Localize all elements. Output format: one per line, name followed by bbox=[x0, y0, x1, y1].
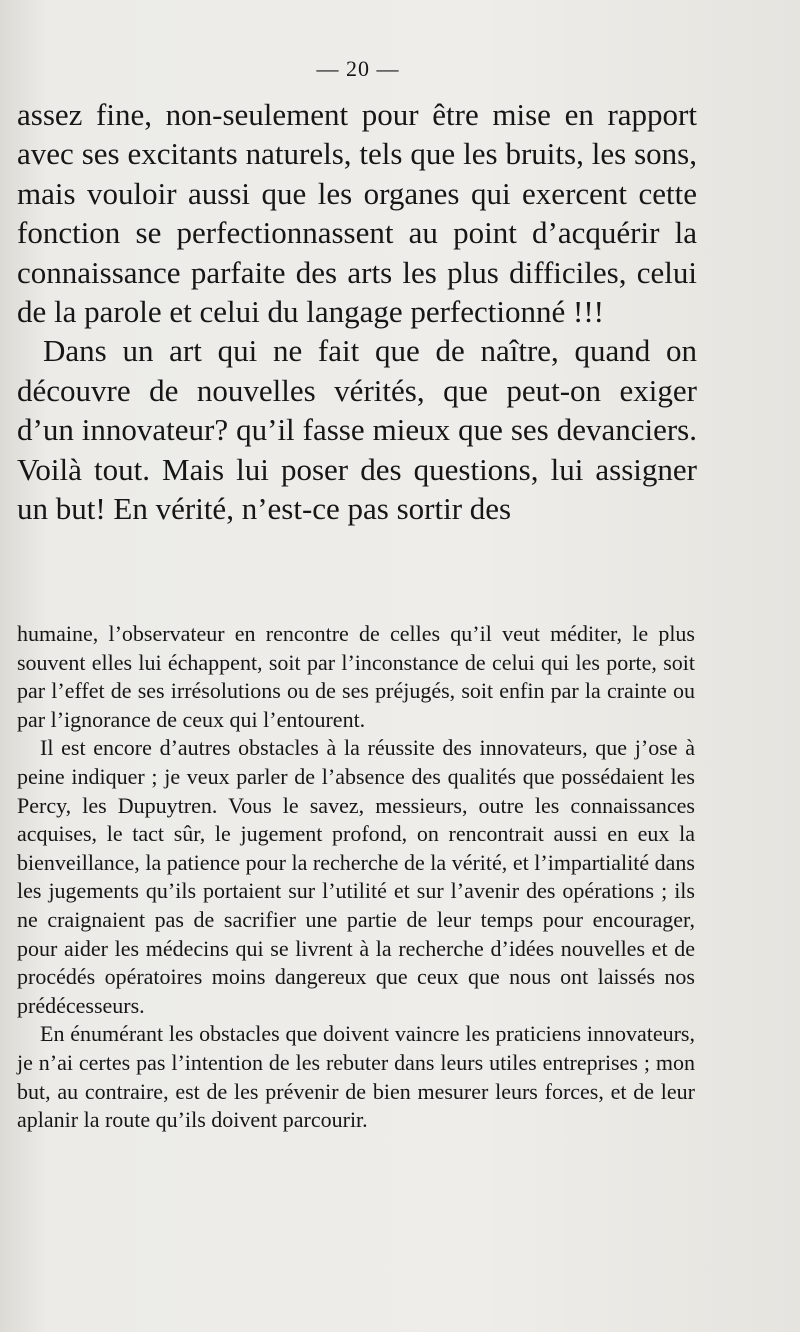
lower-paragraph-1: humaine, l’observateur en rencontre de celles qu’il veut méditer, le plus souvent elles lui échappent, soit par l’inconstance de celui qui les porte, soit par l’effet de ses irrésolutions ou de ses préjugés, soit enfin par la crainte ou par l’ignorance de ceux qui l’entourent. bbox=[17, 621, 695, 732]
page-number: — 20 — bbox=[316, 56, 400, 81]
upper-paragraph-1: assez fine, non-seulement pour être mise en rapport avec ses excitants naturels, tels que les bruits, les sons, mais vouloir aussi que les organes qui exercent cette fonction se perfectionnassent au point d’acquérir la connaissance parfaite des arts les plus difficiles, celui de la parole et celui du langage perfectionné !!! bbox=[17, 97, 697, 330]
lower-text-block bbox=[17, 620, 695, 1135]
upper-paragraph-2: Dans un art qui ne fait que de naître, quand on découvre de nouvelles vérités, que peut-on exiger d’un innovateur? qu’il fasse mieux que ses devanciers. Voilà tout. Mais lui poser des questions, lui assigner un but! En vérité, n’est-ce pas sortir des bbox=[17, 333, 697, 527]
upper-text-block bbox=[17, 95, 697, 528]
lower-paragraph-2: Il est encore d’autres obstacles à la réussite des innovateurs, que j’ose à peine indiquer ; je veux parler de l’absence des qualités que possédaient les Percy, les Dupuytren. Vous le savez, messieurs, outre les connaissances acquises, le tact sûr, le jugement profond, on rencontrait aussi en eux la bienveillance, la patience pour la recherche de la vérité, et l’impartialité dans les jugements qu’ils portaient sur l’utilité et sur l’avenir des opérations ; ils ne craignaient pas de sacrifier une partie de leur temps pour encourager, pour aider les médecins qui se livrent à la recherche d’idées nouvelles et de procédés opératoires moins dangereux que ceux que nous ont laissés nos prédécesseurs. bbox=[17, 735, 695, 1018]
lower-paragraph-3: En énumérant les obstacles que doivent vaincre les praticiens innovateurs, je n’ai certes pas l’intention de les rebuter dans leurs utiles entreprises ; mon but, au contraire, est de les prévenir de bien mesurer leurs forces, et de leur aplanir la route qu’ils doivent parcourir. bbox=[17, 1021, 695, 1133]
